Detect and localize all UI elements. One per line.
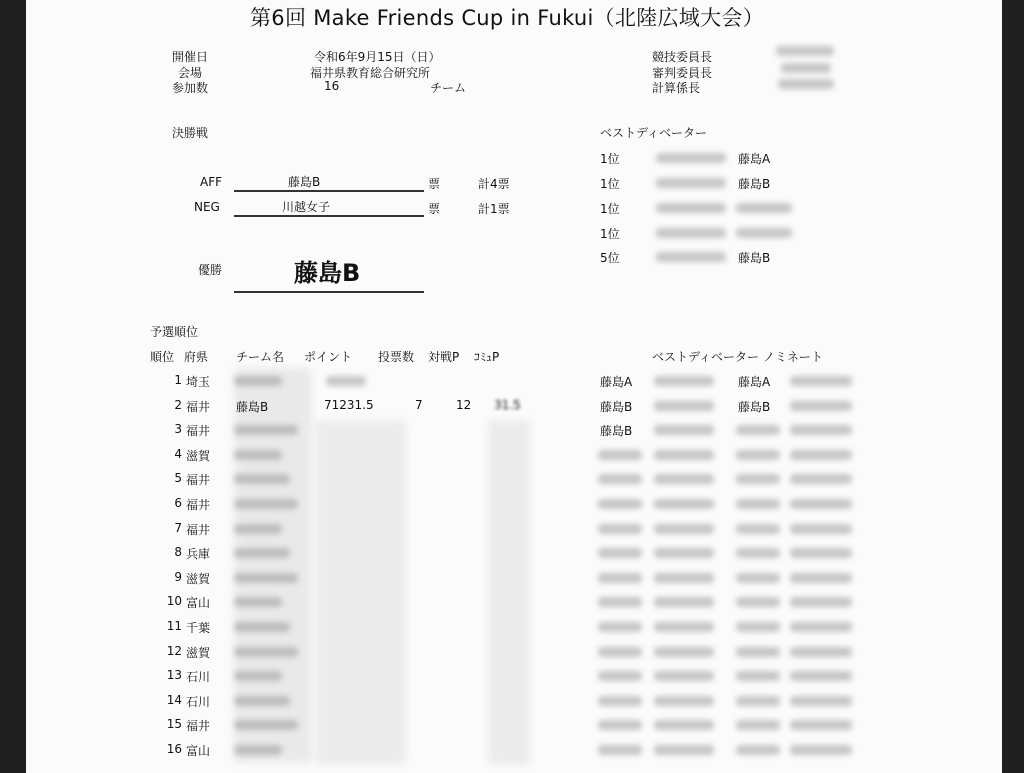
redacted-nominee-name [790,450,852,460]
date-label: 開催日 [172,50,209,64]
redacted-team [234,720,298,730]
neg-team: 川越女子 [282,200,331,214]
redacted-nominee-name [654,597,714,607]
redacted-nominee-name [654,745,714,755]
nominee-team-1: 藤島B [600,424,633,438]
best-debater-team: 藤島B [738,251,771,265]
redacted-nominee [598,671,642,681]
row-prefecture: 福井 [186,523,211,537]
row-rank: 10 [166,594,182,608]
row-rank: 6 [174,496,182,510]
redacted-team [234,548,290,558]
redacted-nominee [598,499,642,509]
row-prefecture: 福井 [186,424,211,438]
redacted-team [234,450,282,460]
redacted-nominee-name [790,474,852,484]
redacted-nominee [736,647,780,657]
redacted-name [656,203,726,213]
col-points: ポイント [304,350,353,364]
redacted-name [656,228,726,238]
redacted-nominee-name [790,745,852,755]
venue-value: 福井県教育総合研究所 [310,66,431,80]
redacted-nominee-name [790,720,852,730]
redacted-nominee-name [790,696,852,706]
col-rank: 順位 [150,350,175,364]
participants-value: 16 [324,79,340,93]
redacted-nominee-name [654,548,714,558]
best-debater-team: 藤島B [738,177,771,191]
prelim-heading: 予選順位 [150,325,199,339]
redacted-nominee [736,745,780,755]
row-prefecture: 福井 [186,473,211,487]
winner-underline [234,291,424,293]
redacted-team [234,622,290,632]
redacted-nominee [598,720,642,730]
redacted-name [656,178,726,188]
redacted-nominee-name [790,671,852,681]
redacted-name [656,153,726,163]
redacted-team [234,376,282,386]
redacted-nominee-name [790,548,852,558]
neg-underline [234,215,424,217]
redacted-nominee-name [654,622,714,632]
row-rank: 5 [174,471,182,485]
row-prefecture: 富山 [186,596,211,610]
row-rank: 7 [174,521,182,535]
redacted-nominee-name [654,524,714,534]
redacted-team [234,597,282,607]
redacted-nominee [598,696,642,706]
redacted-nominee-name [654,499,714,509]
winner-team: 藤島B [294,259,361,287]
venue-label: 会場 [178,66,203,80]
redacted-nominee-name [654,376,714,386]
redacted-nominee [598,548,642,558]
redacted-nominee-name [790,622,852,632]
nominee-team-2: 藤島B [738,400,771,414]
redacted-nominee [736,720,780,730]
row-prefecture: 埼玉 [186,375,211,389]
redacted-nominee [736,425,780,435]
document-title: 第6回 Make Friends Cup in Fukui（北陸広域大会） [250,6,765,30]
redacted-nominee-name [654,425,714,435]
redacted-nominee [736,548,780,558]
redacted-nominee-name [654,647,714,657]
row-team: 藤島B [236,400,269,414]
redacted-team [234,425,298,435]
redacted-nominee-name [790,647,852,657]
best-debater-rank: 5位 [600,251,620,265]
redacted-points [326,376,366,386]
row-comm-p: 31.5 [494,398,521,412]
redacted-nominee-name [654,474,714,484]
row-rank: 2 [174,398,182,412]
best-debater-team: 藤島A [738,152,771,166]
aff-total: 計4票 [478,177,510,191]
redacted-team [234,671,282,681]
redacted-name [781,63,831,73]
best-debater-rank: 1位 [600,177,620,191]
row-rank: 14 [166,693,182,707]
redacted-team [234,474,290,484]
redacted-nominee-name [790,524,852,534]
redacted-nominee-name [790,597,852,607]
redacted-nominee-name [654,450,714,460]
best-debater-rank: 1位 [600,202,620,216]
final-heading: 決勝戦 [172,126,209,140]
row-prefecture: 千葉 [186,621,211,635]
redacted-nominee-name [790,376,852,386]
row-prefecture: 福井 [186,400,211,414]
left-frame-bar [0,0,26,773]
right-frame-bar [1002,0,1024,773]
redacted-nominee [598,450,642,460]
redacted-nominee [598,524,642,534]
redacted-team [234,573,298,583]
redacted-nominee-name [654,671,714,681]
redacted-nominee [736,597,780,607]
redacted-nominee [736,524,780,534]
col-match-p: 対戦P [428,350,460,364]
best-debater-rank: 1位 [600,227,620,241]
row-match-p: 12 [456,398,472,412]
row-rank: 3 [174,422,182,436]
col-votes: 投票数 [378,350,415,364]
redacted-team [234,524,282,534]
redacted-team [234,647,298,657]
redacted-name [776,46,834,56]
redacted-nominee [736,450,780,460]
nominee-team-1: 藤島A [600,375,633,389]
redacted-area [316,420,406,765]
aff-underline [234,190,424,192]
nominee-team-2: 藤島A [738,375,771,389]
redacted-nominee [598,647,642,657]
redacted-team [736,228,792,238]
row-prefecture: 滋賀 [186,449,211,463]
row-prefecture: 滋賀 [186,646,211,660]
judge-chair-label: 競技委員長 [652,50,713,64]
redacted-nominee [736,474,780,484]
row-prefecture: 福井 [186,498,211,512]
redacted-nominee-name [790,499,852,509]
winner-label: 優勝 [198,263,223,277]
redacted-nominee-name [790,401,852,411]
row-rank: 11 [166,619,182,633]
redacted-nominee [736,573,780,583]
redacted-nominee [598,474,642,484]
row-rank: 4 [174,447,182,461]
redacted-team [234,745,282,755]
row-rank: 9 [174,570,182,584]
row-rank: 12 [166,644,182,658]
redacted-team [736,203,792,213]
redacted-nominee-name [654,696,714,706]
row-rank: 1 [174,373,182,387]
redacted-nominee [736,696,780,706]
best-debater-rank: 1位 [600,152,620,166]
col-comm-p: ｺﾐｭP [474,350,500,364]
row-rank: 13 [166,668,182,682]
calc-chief-label: 計算係長 [652,81,701,95]
redacted-nominee [736,499,780,509]
row-prefecture: 富山 [186,744,211,758]
neg-label: NEG [194,200,220,214]
neg-total: 計1票 [478,202,510,216]
results-sheet [26,0,1002,773]
referee-chair-label: 審判委員長 [652,66,713,80]
participants-label: 参加数 [172,81,209,95]
redacted-team [234,499,298,509]
row-votes: 7 [415,398,423,412]
redacted-nominee-name [654,573,714,583]
row-rank: 16 [166,742,182,756]
aff-label: AFF [200,175,223,189]
redacted-nominee-name [654,401,714,411]
col-team: チーム名 [236,350,285,364]
aff-vote-unit: 票 [428,177,441,191]
aff-team: 藤島B [288,175,321,189]
row-prefecture: 滋賀 [186,572,211,586]
redacted-area [488,420,530,765]
redacted-nominee [736,622,780,632]
row-points: 71231.5 [324,398,374,412]
row-rank: 8 [174,545,182,559]
row-prefecture: 兵庫 [186,547,211,561]
col-pref: 府県 [184,350,209,364]
row-rank: 15 [166,717,182,731]
row-prefecture: 石川 [186,670,211,684]
redacted-name [656,252,726,262]
nominee-team-1: 藤島B [600,400,633,414]
redacted-nominee [736,671,780,681]
redacted-nominee-name [654,720,714,730]
redacted-nominee [598,573,642,583]
redacted-nominee [598,622,642,632]
redacted-nominee [598,745,642,755]
best-debater-heading: ベストディベーター [600,126,708,140]
redacted-nominee-name [790,573,852,583]
nominate-heading: ベストディベーター ノミネート [652,350,823,364]
redacted-nominee [598,597,642,607]
neg-vote-unit: 票 [428,202,441,216]
redacted-name [778,79,834,89]
redacted-team [234,696,290,706]
date-value: 令和6年9月15日（日） [314,50,441,64]
participants-unit: チーム [430,81,467,95]
row-prefecture: 福井 [186,719,211,733]
redacted-nominee-name [790,425,852,435]
row-prefecture: 石川 [186,695,211,709]
